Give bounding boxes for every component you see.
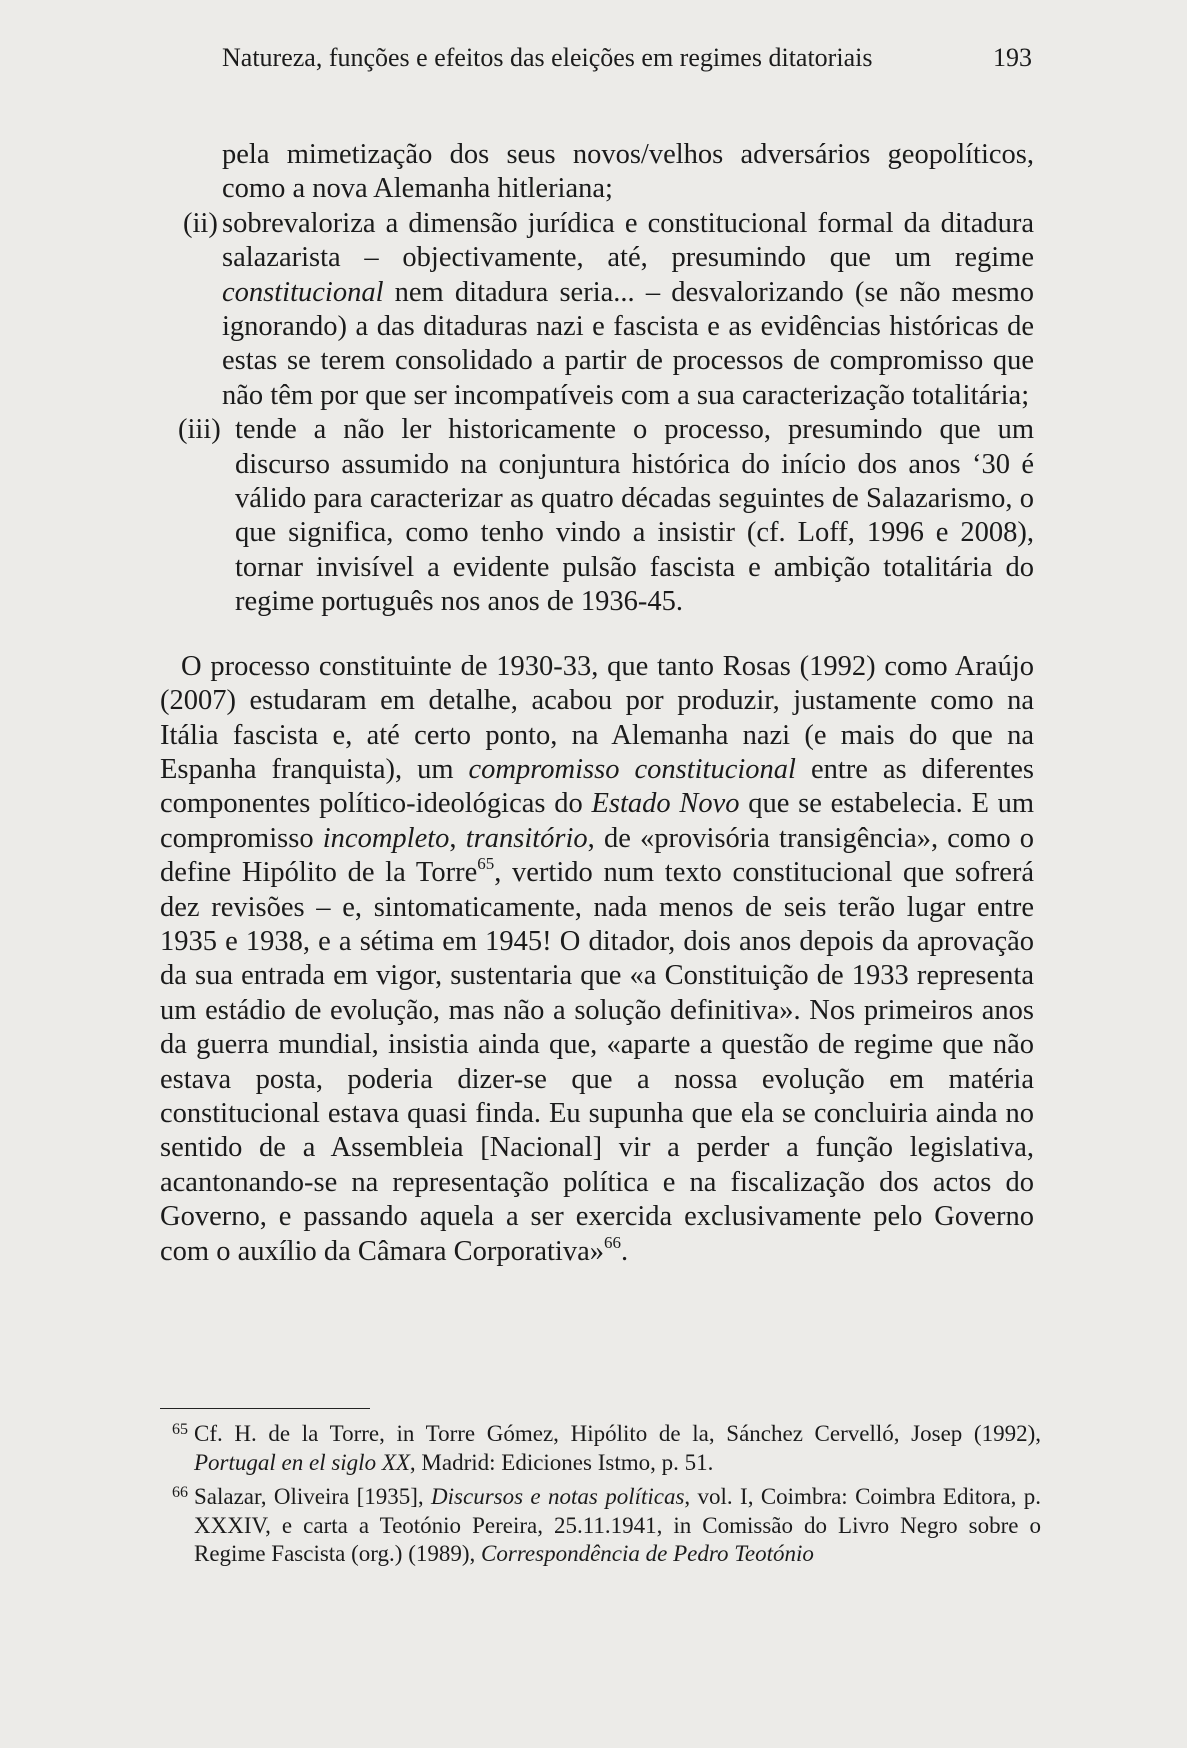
footnote-ref-66[interactable]: 66: [604, 1232, 621, 1252]
footnote-text: , Madrid: Ediciones Istmo, p. 51.: [409, 1449, 714, 1475]
footnote-number: 65: [172, 1421, 188, 1438]
paragraph-text: .: [621, 1235, 629, 1267]
emphasis-text: Portugal en el siglo XX: [194, 1449, 410, 1475]
page-number: 193: [993, 43, 1032, 72]
body-paragraph: [160, 650, 1034, 1269]
emphasis-text: constitucional: [222, 276, 384, 308]
footnote-text: Cf. H. de la Torre, in Torre Gómez, Hipólito de la, Sánchez Cervelló, Josep (1992),: [194, 1421, 1041, 1446]
list-item-iii: [160, 413, 1034, 619]
list-item-text: pela mimetização dos seus novos/velhos adversários geopolíticos, como a nova Alemanha hitleriana;: [222, 139, 1034, 205]
footnote-divider: [160, 1408, 370, 1409]
footnote-ref-65[interactable]: 65: [477, 854, 495, 874]
list-item-continuation: [160, 138, 1034, 207]
list-item-number: (ii): [183, 207, 218, 239]
list-item-number: (iii): [178, 414, 221, 446]
footnote-65: [160, 1420, 1041, 1477]
emphasis-text: Discursos e notas políticas: [431, 1484, 685, 1509]
paragraph-text: O processo constituinte de 1930-33, que tanto Rosas (1992) como Araújo (2007) estudaram em detalhe, acabou por produzir, justamente como na Itália fascista e, até certo ponto, na Alemanha nazi (e mais do que na Espanha franquista), um: [160, 650, 1034, 785]
list-item-ii: [160, 207, 1034, 413]
emphasis-text: compromisso constitucional: [468, 753, 796, 785]
footnotes: [160, 1420, 1041, 1575]
paragraph-text: , vertido num texto constitucional que sofrerá dez revisões – e, sintomaticamente, nada menos de seis terão lugar entre 1935 e 1938, e a sétima em 1945! O ditador, dois anos depois da aprovação da sua entrada em vigor, sustentaria que «a Constituição de 1933 representa um estádio de evolução, mas não a solução definitiva». Nos primeiros anos da guerra mundial, insistia ainda que, «aparte a questão de regime que não estava posta, poderia dizer-se que a nossa evolução em matéria constitucional estava quasi finda. Eu supunha que ela se concluiria ainda no sentido de a Assembleia [Nacional] vir a perder a função legislativa, acantonando-se na representação política e na fiscalização dos actos do Governo, e passando aquela a ser exercida exclusivamente pelo Governo com o auxílio da Câmara Corporativa»: [160, 857, 1034, 1267]
emphasis-text: Estado Novo: [591, 788, 740, 820]
main-text: [160, 138, 1034, 1298]
paragraph-text: que se estabelecia. E um compromisso: [160, 788, 1034, 854]
emphasis-text: incompleto: [322, 822, 450, 854]
running-head: [222, 40, 1032, 76]
paragraph-text: ,: [449, 822, 466, 854]
footnote-number: 66: [172, 1484, 188, 1501]
footnote-text: Salazar, Oliveira [1935],: [194, 1484, 432, 1509]
list-item-text: sobrevaloriza a dimensão jurídica e constitucional formal da ditadura salazarista – objectivamente, até, presumindo que um regime: [222, 207, 1034, 274]
list-item-text: nem ditadura seria... – desvalorizando (se não mesmo ignorando) a das ditaduras nazi e fascista e as evidências históricas de estas se terem consolidado a partir de processos de compromisso que não têm por que ser incompatíveis com a sua caracterização totalitária;: [222, 276, 1034, 411]
emphasis-text: transitório: [465, 822, 588, 854]
running-title: Natureza, funções e efeitos das eleições em regimes ditatoriais: [222, 43, 873, 72]
footnote-text: , vol. I, Coimbra: Coimbra Editora, p. XXXIV, e carta a Teotónio Pereira, 25.11.1941, in Comissão do Livro Negro sobre o Regime Fascista (org.) (1989),: [194, 1484, 1041, 1566]
paragraph-text: , de «provisória transigência», como o define Hipólito de la Torre: [160, 822, 1035, 889]
paragraph-text: entre as diferentes componentes político-ideológicas do: [160, 753, 1034, 820]
emphasis-text: Correspondência de Pedro Teotónio: [481, 1541, 814, 1566]
footnote-66: [160, 1483, 1041, 1569]
list-item-text: tende a não ler historicamente o processo, presumindo que um discurso assumido na conjuntura histórica do início dos anos ‘30 é válido para caracterizar as quatro décadas seguintes de Salazarismo, o que significa, como tenho vindo a insistir (cf. Loff, 1996 e 2008), tornar invisível a evidente pulsão fascista e ambição totalitária do regime português nos anos de 1936-45.: [235, 414, 1034, 618]
